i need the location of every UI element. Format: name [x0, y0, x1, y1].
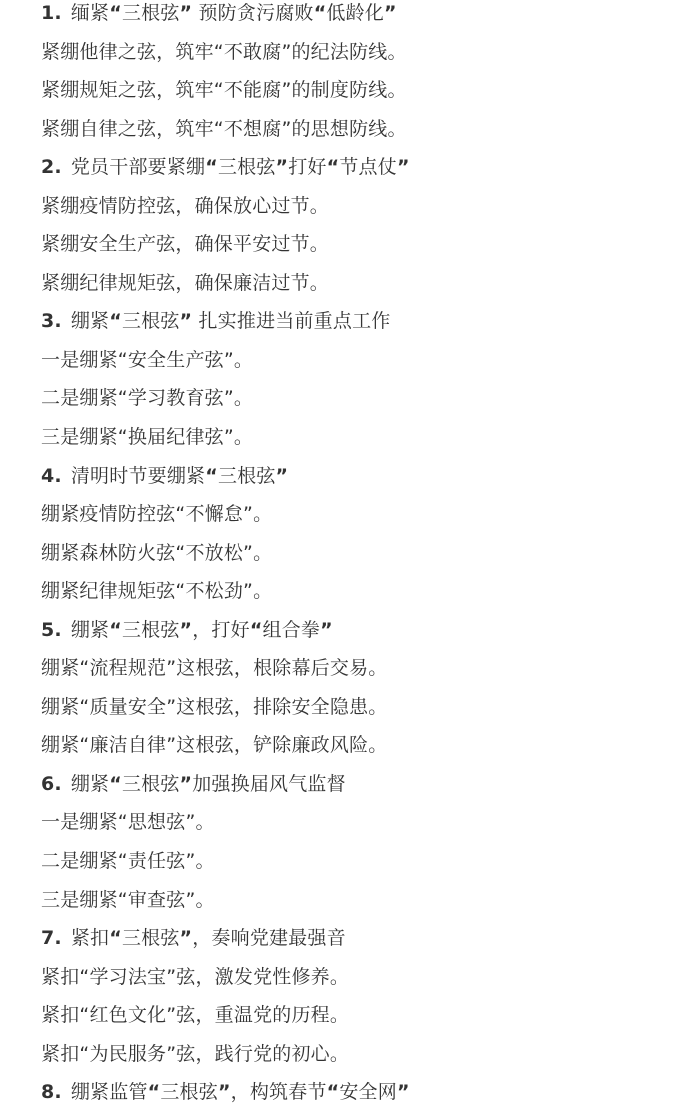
section-title-part: “: [109, 2, 122, 24]
section-title-part: ”: [275, 156, 289, 179]
section-item: 紧绷安全生产弦，确保平安过节。: [41, 233, 330, 256]
section-title-part: ”: [396, 156, 410, 179]
section-title-part: 安全网: [339, 1081, 397, 1104]
section-title-part: 绷紧监管: [70, 1081, 148, 1104]
section-heading: [41, 919, 681, 958]
section-title-part: “: [109, 927, 122, 950]
section-title-part: “: [249, 618, 263, 641]
section-title-part: 缅紧: [70, 2, 110, 24]
section-title-part: “: [109, 310, 122, 333]
section-title-part: ”: [179, 310, 193, 333]
section-title-part: 绷紧: [70, 772, 110, 795]
section-title-part: 加强换届风气监督: [192, 772, 346, 795]
section-number: 1.: [41, 2, 62, 24]
section-item: 二是绷紧“责任弦”。: [41, 850, 215, 873]
section-title-part: “: [205, 156, 218, 179]
section-item: 绷紧疫情防控弦“不懈怠”。: [41, 503, 273, 526]
section-title-part: ，构筑春节: [230, 1081, 327, 1104]
section-title-part: ”: [217, 1081, 231, 1104]
section-title-part: 节点仗: [339, 156, 397, 179]
section-title-part: 绷紧: [70, 618, 110, 641]
section-heading: [41, 1073, 681, 1112]
section-title-part: 低龄化: [326, 2, 384, 24]
section-title-part: ”: [179, 618, 193, 641]
section-title-part: 打好: [288, 156, 327, 179]
section-title-part: ，打好: [192, 618, 250, 641]
section-title-part: ”: [396, 1081, 410, 1104]
section-title-part: “: [147, 1081, 161, 1104]
article-body: [41, 0, 681, 1112]
section-title-part: 三根弦: [121, 927, 180, 950]
section-title-part: “: [313, 2, 327, 24]
section-item: 一是绷紧“思想弦”。: [41, 811, 215, 834]
section-item: 紧绷自律之弦，筑牢“不想腐”的思想防线。: [41, 117, 407, 140]
section-heading: [41, 148, 681, 187]
section-item: 紧绷他律之弦，筑牢“不敢腐”的纪法防线。: [41, 40, 407, 63]
section-title-part: 三根弦: [121, 2, 180, 24]
section-item: 紧扣“学习法宝”弦，激发党性修养。: [41, 965, 350, 988]
section-item: 紧绷疫情防控弦，确保放心过节。: [41, 194, 330, 217]
section-item: 二是绷紧“学习教育弦”。: [41, 387, 254, 410]
section-item: 绷紧“流程规范”这根弦，根除幕后交易。: [41, 657, 388, 680]
section-title-part: “: [109, 618, 122, 641]
section-title-part: 清明时节要绷紧: [70, 464, 206, 487]
section-item: 绷紧“廉洁自律”这根弦，铲除廉政风险。: [41, 734, 388, 757]
section-title-part: 组合拳: [262, 618, 321, 641]
section-item: 紧扣“为民服务”弦，践行党的初心。: [41, 1042, 350, 1065]
section-title-part: 扎实推进当前重点工作: [192, 310, 391, 333]
section-number: 8.: [41, 1081, 62, 1104]
section-heading: [41, 457, 681, 496]
section-heading: [41, 0, 681, 33]
section-item: 绷紧“质量安全”这根弦，排除安全隐患。: [41, 695, 388, 718]
section-heading: [41, 302, 681, 341]
section-title-part: “: [109, 772, 122, 795]
section-item: 三是绷紧“审查弦”。: [41, 888, 215, 911]
section-item: 三是绷紧“换届纪律弦”。: [41, 426, 254, 449]
section-title-part: ，奏响党建最强音: [192, 927, 346, 950]
section-item: 紧绷纪律规矩弦，确保廉洁过节。: [41, 271, 330, 294]
section-title-part: “: [326, 1081, 340, 1104]
section-title-part: 三根弦: [160, 1081, 218, 1104]
section-number: 5.: [41, 618, 62, 641]
section-title-part: 三根弦: [121, 618, 180, 641]
section-title-part: ”: [179, 2, 193, 24]
section-number: 7.: [41, 927, 62, 950]
section-number: 4.: [41, 464, 62, 487]
section-item: 绷紧纪律规矩弦“不松劲”。: [41, 580, 273, 603]
section-title-part: 三根弦: [121, 310, 180, 333]
section-title-part: 紧扣: [70, 927, 110, 950]
section-number: 3.: [41, 310, 62, 333]
section-number: 6.: [41, 772, 62, 795]
section-title-part: 预防贪污腐败: [192, 2, 314, 24]
section-title-part: ”: [320, 618, 333, 641]
section-title-part: 绷紧: [70, 310, 110, 333]
section-item: 紧扣“红色文化”弦，重温党的历程。: [41, 1004, 350, 1027]
section-heading: [41, 765, 681, 804]
section-title-part: 三根弦: [217, 156, 276, 179]
section-title-part: “: [205, 464, 218, 487]
section-item: 一是绷紧“安全生产弦”。: [41, 348, 254, 371]
section-title-part: 三根弦: [121, 772, 180, 795]
section-title-part: “: [326, 156, 340, 179]
section-title-part: ”: [179, 772, 193, 795]
section-item: 绷紧森林防火弦“不放松”。: [41, 541, 273, 564]
section-heading: [41, 611, 681, 650]
section-item: 紧绷规矩之弦，筑牢“不能腐”的制度防线。: [41, 79, 407, 102]
section-title-part: ”: [275, 464, 289, 487]
section-title-part: ”: [179, 927, 193, 950]
section-title-part: 三根弦: [217, 464, 276, 487]
section-title-part: ”: [383, 2, 397, 24]
section-title-part: 党员干部要紧绷: [70, 156, 206, 179]
section-number: 2.: [41, 156, 62, 179]
